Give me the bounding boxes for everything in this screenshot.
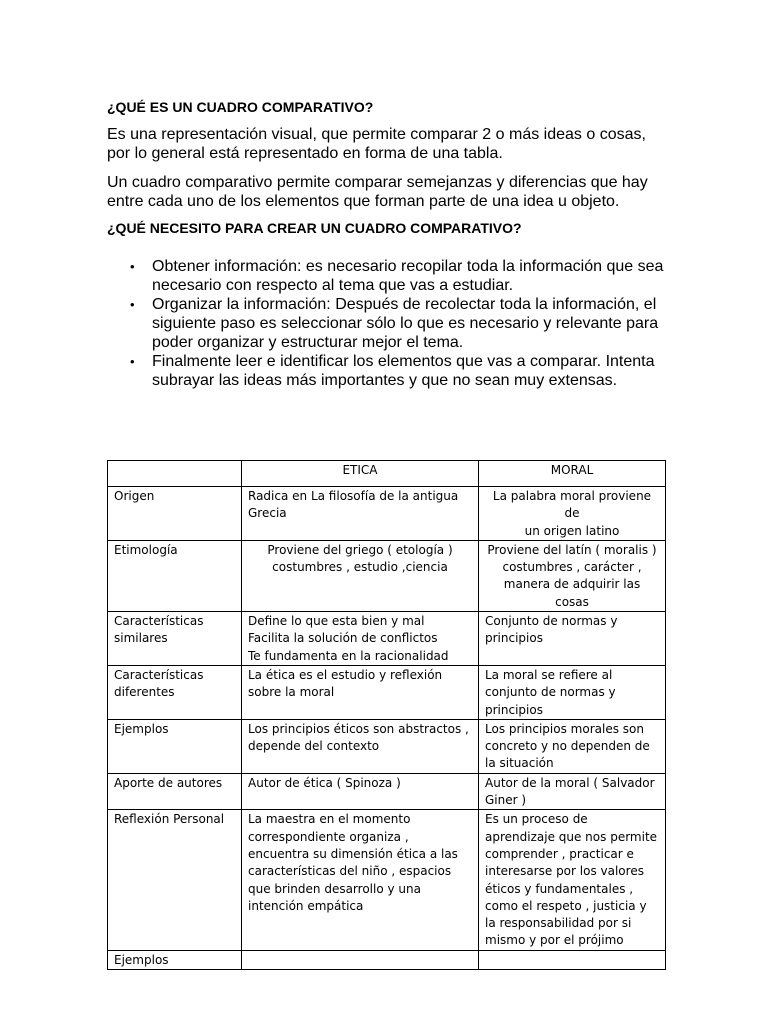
cell-line: costumbres , carácter , bbox=[502, 560, 642, 575]
table-row bbox=[108, 487, 666, 541]
etica-cell bbox=[242, 487, 479, 541]
moral-cell bbox=[479, 487, 666, 541]
list-item-text: Finalmente leer e identificar los elementos que vas a comparar. Intenta subrayar las ideas más importantes y que no sean muy extensas. bbox=[152, 353, 655, 389]
table-row bbox=[108, 665, 666, 719]
moral-cell bbox=[479, 950, 666, 969]
cell-line: un origen latino bbox=[524, 523, 620, 538]
header-cell-moral: MORAL bbox=[479, 461, 666, 487]
list-item bbox=[130, 257, 667, 295]
table-row bbox=[108, 540, 666, 611]
bullet-icon: • bbox=[130, 297, 135, 312]
list-item-text: Obtener información: es necesario recopilar toda la información que sea necesario con respecto al tema que vas a estudiar. bbox=[152, 258, 664, 294]
row-label: Reflexión Personal bbox=[108, 810, 242, 950]
etica-cell bbox=[242, 773, 479, 810]
cell-line: Autor de la moral ( Salvador Giner ) bbox=[485, 775, 655, 808]
table-row bbox=[108, 950, 666, 969]
list-item-text: Organizar la información: Después de recolectar toda la información, el siguiente paso es seleccionar sólo lo que es necesario y relevante para poder organizar y estructurar mejor el tema. bbox=[152, 296, 659, 351]
header-cell-etica: ETICA bbox=[242, 461, 479, 487]
row-label: Origen bbox=[108, 487, 242, 541]
heading-que-necesito: ¿QUÉ NECESITO PARA CREAR UN CUADRO COMPARATIVO? bbox=[107, 220, 522, 236]
moral-cell bbox=[479, 773, 666, 810]
cell-line: costumbres , estudio ,ciencia bbox=[272, 560, 448, 575]
table-header-row bbox=[108, 461, 666, 487]
moral-cell bbox=[479, 540, 666, 611]
cell-line: La moral se refiere al conjunto de normas y principios bbox=[485, 667, 616, 717]
cell-line: Los principios éticos son abstractos , depende del contexto bbox=[248, 721, 469, 754]
comparison-table bbox=[107, 460, 666, 970]
moral-cell bbox=[479, 810, 666, 950]
steps-list bbox=[107, 257, 667, 390]
etica-cell bbox=[242, 719, 479, 773]
row-label: Ejemplos bbox=[108, 950, 242, 969]
table-row bbox=[108, 719, 666, 773]
row-label: Características similares bbox=[108, 612, 242, 666]
paragraph-purpose: Un cuadro comparativo permite comparar semejanzas y diferencias que hay entre cada uno de los elementos que forman parte de una idea u objeto. bbox=[107, 174, 648, 210]
bullet-icon: • bbox=[130, 354, 135, 369]
table-row bbox=[108, 810, 666, 950]
cell-line: La palabra moral proviene de bbox=[492, 489, 652, 521]
table-row bbox=[108, 612, 666, 666]
cell-line: Facilita la solución de conflictos bbox=[248, 631, 438, 646]
cell-line: La maestra en el momento correspondiente organiza , encuentra su dimensión ética a las características del niño , espacios que brinden desarrollo y una intención empática bbox=[248, 812, 458, 913]
cell-line: La ética es el estudio y reflexión sobre la moral bbox=[248, 667, 443, 700]
cell-line: Define lo que esta bien y mal bbox=[248, 614, 425, 629]
row-label: Etimología bbox=[108, 540, 242, 611]
list-item bbox=[130, 295, 667, 352]
row-label: Ejemplos bbox=[108, 719, 242, 773]
cell-line: Los principios morales son concreto y no dependen de la situación bbox=[485, 721, 650, 771]
paragraph-definition: Es una representación visual, que permite comparar 2 o más ideas o cosas, por lo general está representado en forma de una tabla. bbox=[107, 126, 646, 162]
row-label: Aporte de autores bbox=[108, 773, 242, 810]
heading-que-es: ¿QUÉ ES UN CUADRO COMPARATIVO? bbox=[107, 99, 374, 115]
etica-cell bbox=[242, 950, 479, 969]
cell-line: Te fundamenta en la racionalidad bbox=[248, 648, 449, 663]
cell-line: Conjunto de normas y principios bbox=[485, 614, 618, 646]
cell-line: Proviene del griego ( etología ) bbox=[267, 542, 453, 557]
moral-cell bbox=[479, 612, 666, 666]
etica-cell bbox=[242, 810, 479, 950]
cell-line: Proviene del latín ( moralis ) bbox=[487, 542, 657, 557]
table-row bbox=[108, 773, 666, 810]
cell-line: manera de adquirir las cosas bbox=[503, 577, 641, 609]
moral-cell bbox=[479, 719, 666, 773]
etica-cell bbox=[242, 540, 479, 611]
list-item bbox=[130, 352, 667, 390]
etica-cell bbox=[242, 665, 479, 719]
row-label: Características diferentes bbox=[108, 665, 242, 719]
document-body bbox=[107, 98, 667, 390]
etica-cell bbox=[242, 612, 479, 666]
header-cell-empty bbox=[108, 461, 242, 487]
cell-line: Es un proceso de aprendizaje que nos permite comprender , practicar e interesarse por los valores éticos y fundamentales , como el respeto , justicia y la responsabilidad por si mismo y por el prójimo bbox=[485, 812, 658, 948]
bullet-icon: • bbox=[130, 259, 135, 274]
cell-line: Radica en La filosofía de la antigua Grecia bbox=[248, 489, 459, 521]
cell-line: Autor de ética ( Spinoza ) bbox=[248, 775, 401, 790]
moral-cell bbox=[479, 665, 666, 719]
